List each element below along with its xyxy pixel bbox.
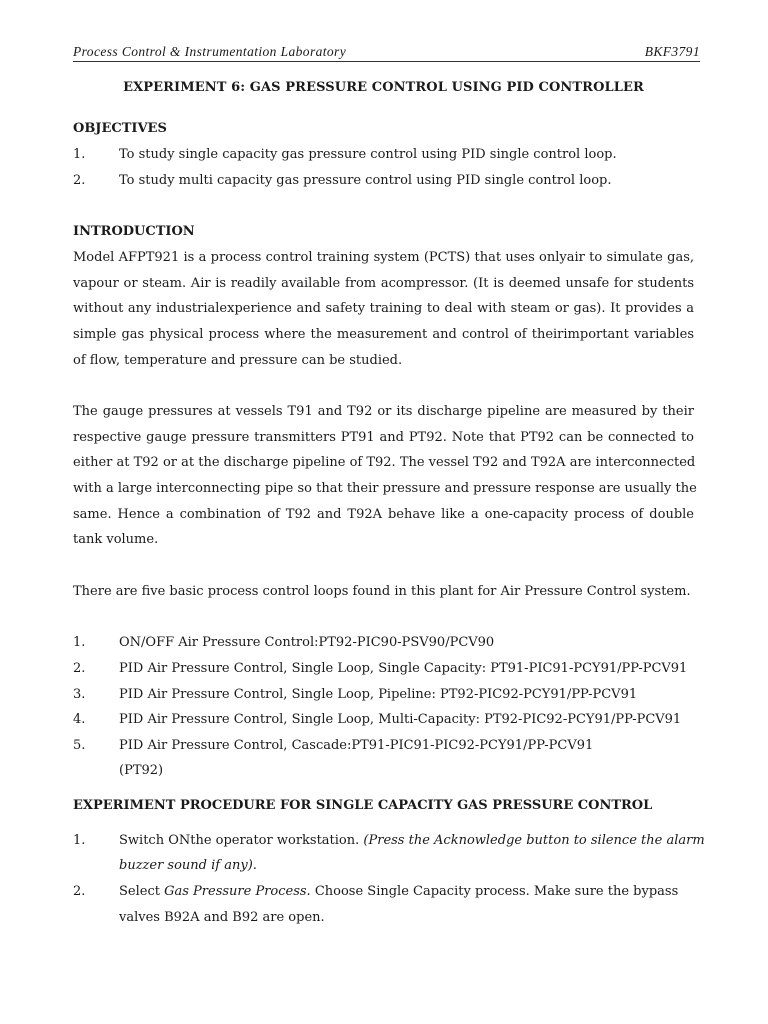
procedure-heading: EXPERIMENT PROCEDURE FOR SINGLE CAPACITY GAS PRESSURE CONTROL <box>73 797 653 813</box>
loop-text: PID Air Pressure Control, Single Loop, Single Capacity: PT91-PIC91-PCY91/PP-PCV91 <box>119 660 688 676</box>
step-text <box>119 828 705 854</box>
step-instruction: Switch ONthe operator workstation. <box>119 832 364 848</box>
intro-paragraph-line: simple gas physical process where the measurement and control of theirimportant variables <box>73 326 694 342</box>
document-body <box>73 78 705 930</box>
procedure-step <box>73 879 694 905</box>
objective-number: 1. <box>73 147 86 162</box>
loop-number: 1. <box>73 635 86 651</box>
page-header <box>73 44 700 62</box>
loops-intro-text: There are five basic process control loops found in this plant for Air Pressure Control system. <box>73 583 691 599</box>
procedure-step <box>73 828 705 854</box>
objective-item <box>73 142 694 168</box>
step-number: 2. <box>73 884 86 900</box>
objective-item <box>73 168 694 194</box>
objectives-heading: OBJECTIVES <box>73 121 167 136</box>
loop-item <box>73 630 694 656</box>
step-note-continuation: buzzer sound if any). <box>119 858 257 874</box>
step-number: 1. <box>73 832 86 848</box>
step-process-name: Gas Pressure Process. <box>164 884 311 900</box>
intro-paragraph-line: vapour or steam. Air is readily available from acompressor. (It is deemed unsafe for students <box>73 275 694 291</box>
objective-number: 2. <box>73 172 86 188</box>
step-instruction-pre: Select <box>119 884 165 900</box>
loop-number: 2. <box>73 660 86 676</box>
step-note: (Press the Acknowledge button to silence the alarm <box>363 832 705 848</box>
step-instruction-post: Choose Single Capacity process. Make sure the bypass <box>310 884 679 900</box>
header-lab-name: Process Control & Instrumentation Laboratory <box>73 44 347 59</box>
header-course-code: BKF3791 <box>644 44 700 59</box>
intro-paragraph-line: The gauge pressures at vessels T91 and T92 or its discharge pipeline are measured by their <box>73 404 694 420</box>
intro-paragraph-line: either at T92 or at the discharge pipeline of T92. The vessel T92 and T92A are interconnected <box>73 455 696 471</box>
loop-text: PID Air Pressure Control, Cascade:PT91-PIC91-PIC92-PCY91/PP-PCV91 <box>119 737 594 753</box>
intro-paragraph-line: without any industrialexperience and safety training to deal with steam or gas). It provides a <box>73 301 694 317</box>
loop-text: ON/OFF Air Pressure Control:PT92-PIC90-PSV90/PCV90 <box>119 635 495 651</box>
loop-item <box>73 682 694 708</box>
intro-paragraph-line: Model AFPT921 is a process control training system (PCTS) that uses onlyair to simulate gas, <box>73 250 694 266</box>
loop-number: 3. <box>73 686 86 702</box>
objective-text: To study multi capacity gas pressure control using PID single control loop. <box>119 172 612 188</box>
loop-text: PID Air Pressure Control, Single Loop, Multi-Capacity: PT92-PIC92-PCY91/PP-PCV91 <box>119 712 682 728</box>
intro-paragraph-line: with a large interconnecting pipe so that their pressure and pressure response are usually the <box>73 480 697 496</box>
intro-paragraph-line: tank volume. <box>73 532 159 548</box>
loop-item <box>73 656 694 682</box>
intro-paragraph-line: same. Hence a combination of T92 and T92A behave like a one-capacity process of double <box>73 506 694 522</box>
introduction-heading: INTRODUCTION <box>73 224 195 240</box>
loop-item <box>73 707 694 733</box>
loop-text: PID Air Pressure Control, Single Loop, Pipeline: PT92-PIC92-PCY91/PP-PCV91 <box>119 686 638 702</box>
intro-paragraph-line: respective gauge pressure transmitters PT91 and PT92. Note that PT92 can be connected to <box>73 429 694 445</box>
document-title: EXPERIMENT 6: GAS PRESSURE CONTROL USING PID CONTROLLER <box>123 80 644 95</box>
loop-item <box>73 733 694 759</box>
loop-number: 4. <box>73 712 86 728</box>
objective-text: To study single capacity gas pressure control using PID single control loop. <box>119 147 617 162</box>
loop-text-continuation: (PT92) <box>119 763 164 779</box>
step-text <box>119 879 694 905</box>
intro-paragraph-line: of flow, temperature and pressure can be studied. <box>73 352 403 368</box>
step-text-continuation: valves B92A and B92 are open. <box>119 909 325 925</box>
loop-number: 5. <box>73 737 86 753</box>
step-text-continuation <box>73 853 694 879</box>
